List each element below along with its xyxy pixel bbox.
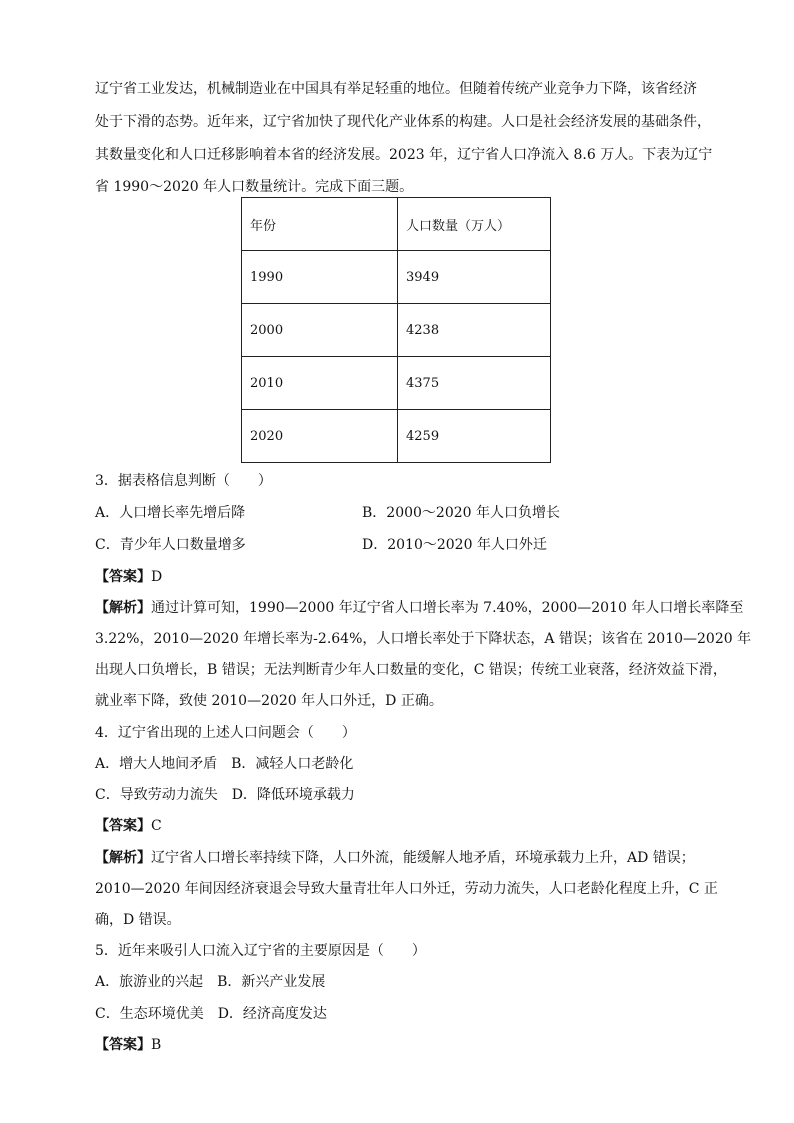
analysis-label: 【解析】	[95, 850, 151, 866]
cell-population: 4238	[398, 304, 551, 357]
answer-label: 【答案】	[95, 818, 151, 834]
q5-options-ab: A．旅游业的兴起 B．新兴产业发展	[95, 974, 326, 990]
table-row	[242, 410, 551, 463]
q4-options-cd: C．导致劳动力流失 D．降低环境承载力	[95, 787, 355, 803]
cell-population: 4375	[398, 357, 551, 410]
q4-analysis-line-3: 确，D 错误。	[95, 912, 181, 928]
population-table	[241, 197, 551, 463]
table-header-row	[242, 198, 551, 251]
intro-line-1: 辽宁省工业发达，机械制造业在中国具有举足轻重的地位。但随着传统产业竞争力下降，该省经济	[95, 81, 697, 97]
q3-option-a: A．人口增长率先增后降	[95, 505, 246, 521]
q4-stem: 4．辽宁省出现的上述人口问题会（ ）	[95, 725, 356, 741]
analysis-text: 辽宁省人口增长率持续下降，人口外流，能缓解人地矛盾，环境承载力上升，AD 错误；	[151, 850, 695, 866]
cell-population: 3949	[398, 251, 551, 304]
q5-options-cd: C．生态环境优美 D．经济高度发达	[95, 1006, 327, 1022]
q4-analysis-line-1	[95, 847, 695, 867]
header-year: 年份	[242, 198, 398, 251]
q3-option-d: D．2010～2020 年人口外迁	[362, 537, 547, 553]
cell-year: 2000	[242, 304, 398, 357]
intro-line-3: 其数量变化和人口迁移影响着本省的经济发展。2023 年，辽宁省人口净流入 8.6 万人。下表为辽宁	[95, 147, 713, 163]
cell-year: 2010	[242, 357, 398, 410]
answer-label: 【答案】	[95, 1037, 151, 1053]
q4-analysis-line-2: 2010—2020 年间因经济衰退会导致大量青壮年人口外迁，劳动力流失，人口老龄化程度上升，C 正	[95, 881, 718, 897]
analysis-label: 【解析】	[95, 600, 151, 616]
cell-population: 4259	[398, 410, 551, 463]
q5-stem: 5．近年来吸引人口流入辽宁省的主要原因是（ ）	[95, 943, 426, 959]
q3-analysis-line-3: 出现人口负增长，B 错误；无法判断青少年人口数量的变化，C 错误；传统工业衰落，经济效益下滑，	[95, 662, 727, 678]
q3-analysis-line-2: 3.22%，2010—2020 年增长率为-2.64%，人口增长率处于下降状态，A 错误；该省在 2010—2020 年	[95, 631, 752, 647]
q3-analysis-line-4: 就业率下降，致使 2010—2020 年人口外迁，D 正确。	[95, 693, 443, 709]
q3-answer	[95, 566, 162, 586]
cell-year: 2020	[242, 410, 398, 463]
table-row	[242, 251, 551, 304]
table-row	[242, 357, 551, 410]
q3-option-b: B．2000～2020 年人口负增长	[362, 505, 560, 521]
q3-option-c: C．青少年人口数量增多	[95, 537, 246, 553]
answer-value: C	[151, 818, 162, 834]
q4-options-ab: A．增大人地间矛盾 B．减轻人口老龄化	[95, 756, 354, 772]
q4-answer	[95, 815, 162, 835]
answer-value: D	[151, 569, 163, 585]
q3-analysis-line-1	[95, 597, 743, 617]
intro-line-4: 省 1990～2020 年人口数量统计。完成下面三题。	[95, 179, 414, 195]
cell-year: 1990	[242, 251, 398, 304]
header-population: 人口数量（万人）	[398, 198, 551, 251]
analysis-text: 通过计算可知，1990—2000 年辽宁省人口增长率为 7.40%，2000—2010 年人口增长率降至	[151, 600, 744, 616]
q5-answer	[95, 1034, 161, 1054]
q3-stem: 3．据表格信息判断（ ）	[95, 473, 272, 489]
intro-line-2: 处于下滑的态势。近年来，辽宁省加快了现代化产业体系的构建。人口是社会经济发展的基础条件，	[95, 114, 711, 130]
table-row	[242, 304, 551, 357]
answer-value: B	[151, 1037, 162, 1053]
answer-label: 【答案】	[95, 569, 151, 585]
